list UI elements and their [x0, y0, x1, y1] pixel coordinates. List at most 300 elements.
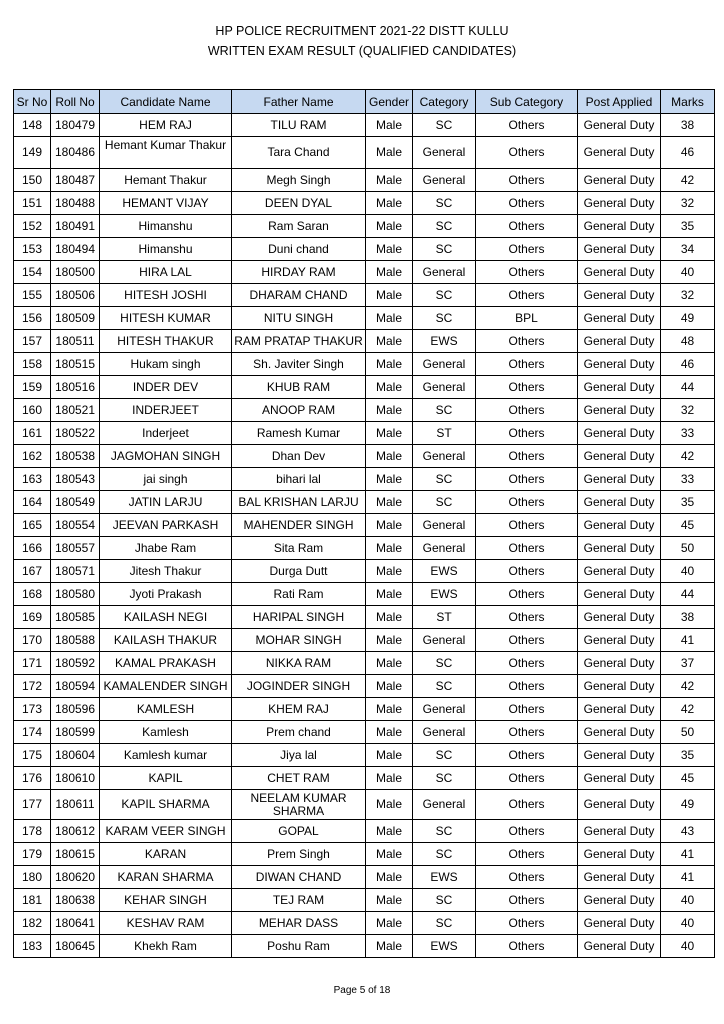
- cell-candidate-name: Inderjeet: [100, 422, 232, 445]
- table-row: [14, 330, 715, 353]
- cell-marks: 37: [661, 652, 715, 675]
- cell-post-applied: General Duty: [578, 721, 661, 744]
- cell-roll-no: 180486: [51, 137, 100, 169]
- cell-gender: Male: [366, 721, 413, 744]
- cell-sub-category: Others: [476, 744, 578, 767]
- cell-gender: Male: [366, 935, 413, 958]
- cell-marks: 45: [661, 767, 715, 790]
- cell-sub-category: Others: [476, 514, 578, 537]
- cell-gender: Male: [366, 560, 413, 583]
- cell-category: General: [413, 376, 476, 399]
- cell-father-name: BAL KRISHAN LARJU: [232, 491, 366, 514]
- table-row: [14, 399, 715, 422]
- cell-sub-category: Others: [476, 261, 578, 284]
- cell-post-applied: General Duty: [578, 537, 661, 560]
- cell-father-name: NIKKA RAM: [232, 652, 366, 675]
- cell-candidate-name: Hemant Thakur: [100, 169, 232, 192]
- cell-category: ST: [413, 606, 476, 629]
- cell-sub-category: Others: [476, 353, 578, 376]
- table-row: [14, 652, 715, 675]
- cell-marks: 42: [661, 675, 715, 698]
- cell-sub-category: Others: [476, 790, 578, 820]
- cell-candidate-name: jai singh: [100, 468, 232, 491]
- cell-post-applied: General Duty: [578, 767, 661, 790]
- cell-gender: Male: [366, 238, 413, 261]
- cell-father-name: Sita Ram: [232, 537, 366, 560]
- cell-marks: 40: [661, 889, 715, 912]
- cell-roll-no: 180612: [51, 820, 100, 843]
- cell-sub-category: Others: [476, 114, 578, 137]
- cell-sr-no: 161: [14, 422, 51, 445]
- cell-roll-no: 180543: [51, 468, 100, 491]
- cell-marks: 48: [661, 330, 715, 353]
- cell-father-name: Tara Chand: [232, 137, 366, 169]
- cell-sub-category: Others: [476, 912, 578, 935]
- cell-marks: 35: [661, 215, 715, 238]
- cell-post-applied: General Duty: [578, 675, 661, 698]
- cell-sr-no: 165: [14, 514, 51, 537]
- cell-gender: Male: [366, 445, 413, 468]
- cell-sr-no: 179: [14, 843, 51, 866]
- cell-sr-no: 154: [14, 261, 51, 284]
- table-row: [14, 192, 715, 215]
- cell-father-name: DEEN DYAL: [232, 192, 366, 215]
- cell-gender: Male: [366, 889, 413, 912]
- table-row: [14, 889, 715, 912]
- cell-sr-no: 181: [14, 889, 51, 912]
- cell-category: EWS: [413, 330, 476, 353]
- cell-sr-no: 163: [14, 468, 51, 491]
- cell-father-name: Sh. Javiter Singh: [232, 353, 366, 376]
- cell-category: General: [413, 137, 476, 169]
- cell-candidate-name: KARAN: [100, 843, 232, 866]
- cell-roll-no: 180511: [51, 330, 100, 353]
- cell-gender: Male: [366, 330, 413, 353]
- cell-sub-category: Others: [476, 192, 578, 215]
- cell-sr-no: 170: [14, 629, 51, 652]
- cell-category: SC: [413, 307, 476, 330]
- cell-father-name: TILU RAM: [232, 114, 366, 137]
- cell-father-name: MEHAR DASS: [232, 912, 366, 935]
- cell-marks: 45: [661, 514, 715, 537]
- document-subtitle: WRITTEN EXAM RESULT (QUALIFIED CANDIDATES): [207, 44, 517, 58]
- cell-sub-category: Others: [476, 215, 578, 238]
- cell-marks: 41: [661, 866, 715, 889]
- cell-roll-no: 180509: [51, 307, 100, 330]
- cell-category: SC: [413, 820, 476, 843]
- cell-father-name: KHUB RAM: [232, 376, 366, 399]
- cell-candidate-name: Hemant Kumar Thakur: [100, 137, 232, 169]
- table-row: [14, 215, 715, 238]
- table-row: [14, 261, 715, 284]
- table-row: [14, 583, 715, 606]
- cell-category: General: [413, 514, 476, 537]
- cell-father-name: ANOOP RAM: [232, 399, 366, 422]
- cell-marks: 49: [661, 307, 715, 330]
- cell-roll-no: 180549: [51, 491, 100, 514]
- cell-marks: 43: [661, 820, 715, 843]
- cell-sr-no: 169: [14, 606, 51, 629]
- cell-father-name: RAM PRATAP THAKUR: [232, 330, 366, 353]
- cell-category: General: [413, 629, 476, 652]
- cell-marks: 49: [661, 790, 715, 820]
- cell-gender: Male: [366, 629, 413, 652]
- cell-category: General: [413, 261, 476, 284]
- cell-sr-no: 182: [14, 912, 51, 935]
- cell-post-applied: General Duty: [578, 192, 661, 215]
- cell-sub-category: Others: [476, 606, 578, 629]
- cell-roll-no: 180516: [51, 376, 100, 399]
- cell-gender: Male: [366, 912, 413, 935]
- cell-marks: 40: [661, 935, 715, 958]
- cell-category: SC: [413, 468, 476, 491]
- table-row: [14, 698, 715, 721]
- cell-candidate-name: Hukam singh: [100, 353, 232, 376]
- table-row: [14, 820, 715, 843]
- cell-sr-no: 171: [14, 652, 51, 675]
- cell-gender: Male: [366, 137, 413, 169]
- cell-marks: 42: [661, 169, 715, 192]
- cell-candidate-name: KAPIL: [100, 767, 232, 790]
- cell-sub-category: Others: [476, 721, 578, 744]
- column-header-roll-no: Roll No: [51, 90, 100, 114]
- table-row: [14, 468, 715, 491]
- cell-post-applied: General Duty: [578, 353, 661, 376]
- cell-sub-category: Others: [476, 445, 578, 468]
- cell-candidate-name: INDER DEV: [100, 376, 232, 399]
- cell-father-name: Ram Saran: [232, 215, 366, 238]
- table-row: [14, 767, 715, 790]
- cell-roll-no: 180596: [51, 698, 100, 721]
- cell-post-applied: General Duty: [578, 238, 661, 261]
- column-header-sr-no: Sr No: [14, 90, 51, 114]
- cell-sr-no: 158: [14, 353, 51, 376]
- results-table: [13, 89, 715, 958]
- cell-sr-no: 162: [14, 445, 51, 468]
- cell-sub-category: Others: [476, 422, 578, 445]
- table-row: [14, 137, 715, 169]
- cell-candidate-name: Khekh Ram: [100, 935, 232, 958]
- cell-sub-category: Others: [476, 560, 578, 583]
- cell-gender: Male: [366, 399, 413, 422]
- cell-sub-category: Others: [476, 935, 578, 958]
- cell-post-applied: General Duty: [578, 790, 661, 820]
- cell-candidate-name: JATIN LARJU: [100, 491, 232, 514]
- cell-roll-no: 180488: [51, 192, 100, 215]
- cell-gender: Male: [366, 353, 413, 376]
- cell-post-applied: General Duty: [578, 468, 661, 491]
- cell-sub-category: BPL: [476, 307, 578, 330]
- cell-candidate-name: KESHAV RAM: [100, 912, 232, 935]
- table-row: [14, 491, 715, 514]
- cell-marks: 44: [661, 376, 715, 399]
- cell-post-applied: General Duty: [578, 866, 661, 889]
- cell-roll-no: 180592: [51, 652, 100, 675]
- cell-roll-no: 180538: [51, 445, 100, 468]
- cell-sr-no: 155: [14, 284, 51, 307]
- cell-sub-category: Others: [476, 284, 578, 307]
- cell-sub-category: Others: [476, 137, 578, 169]
- cell-category: SC: [413, 912, 476, 935]
- cell-marks: 33: [661, 468, 715, 491]
- cell-category: SC: [413, 192, 476, 215]
- cell-father-name: MOHAR SINGH: [232, 629, 366, 652]
- cell-sub-category: Others: [476, 675, 578, 698]
- column-header-sub-category: Sub Category: [476, 90, 578, 114]
- cell-sub-category: Others: [476, 238, 578, 261]
- cell-sr-no: 148: [14, 114, 51, 137]
- cell-sr-no: 150: [14, 169, 51, 192]
- cell-category: General: [413, 790, 476, 820]
- cell-sub-category: Others: [476, 652, 578, 675]
- cell-category: General: [413, 698, 476, 721]
- cell-father-name: Dhan Dev: [232, 445, 366, 468]
- cell-sr-no: 149: [14, 137, 51, 169]
- cell-marks: 38: [661, 606, 715, 629]
- cell-category: SC: [413, 744, 476, 767]
- cell-gender: Male: [366, 698, 413, 721]
- table-row: [14, 284, 715, 307]
- cell-marks: 41: [661, 629, 715, 652]
- cell-father-name: TEJ RAM: [232, 889, 366, 912]
- cell-sr-no: 157: [14, 330, 51, 353]
- cell-father-name: Rati Ram: [232, 583, 366, 606]
- cell-category: General: [413, 721, 476, 744]
- cell-father-name: DHARAM CHAND: [232, 284, 366, 307]
- cell-marks: 32: [661, 284, 715, 307]
- cell-candidate-name: HITESH THAKUR: [100, 330, 232, 353]
- cell-roll-no: 180500: [51, 261, 100, 284]
- table-row: [14, 866, 715, 889]
- cell-roll-no: 180585: [51, 606, 100, 629]
- cell-candidate-name: KAMAL PRAKASH: [100, 652, 232, 675]
- cell-post-applied: General Duty: [578, 606, 661, 629]
- cell-sub-category: Others: [476, 629, 578, 652]
- table-row: [14, 114, 715, 137]
- cell-sub-category: Others: [476, 376, 578, 399]
- cell-category: SC: [413, 889, 476, 912]
- cell-gender: Male: [366, 652, 413, 675]
- table-row: [14, 675, 715, 698]
- cell-marks: 44: [661, 583, 715, 606]
- cell-post-applied: General Duty: [578, 744, 661, 767]
- cell-post-applied: General Duty: [578, 935, 661, 958]
- cell-gender: Male: [366, 820, 413, 843]
- table-row: [14, 912, 715, 935]
- cell-roll-no: 180588: [51, 629, 100, 652]
- cell-gender: Male: [366, 468, 413, 491]
- column-header-father-name: Father Name: [232, 90, 366, 114]
- table-row: [14, 843, 715, 866]
- cell-sub-category: Others: [476, 698, 578, 721]
- cell-sr-no: 176: [14, 767, 51, 790]
- cell-category: SC: [413, 238, 476, 261]
- cell-marks: 42: [661, 698, 715, 721]
- table-row: [14, 445, 715, 468]
- cell-roll-no: 180506: [51, 284, 100, 307]
- document-title: HP POLICE RECRUITMENT 2021-22 DISTT KULLU: [215, 24, 509, 38]
- cell-roll-no: 180522: [51, 422, 100, 445]
- cell-candidate-name: KAMALENDER SINGH: [100, 675, 232, 698]
- cell-candidate-name: HEMANT VIJAY: [100, 192, 232, 215]
- cell-sub-category: Others: [476, 843, 578, 866]
- cell-category: SC: [413, 399, 476, 422]
- cell-category: General: [413, 353, 476, 376]
- cell-father-name: Ramesh Kumar: [232, 422, 366, 445]
- cell-gender: Male: [366, 192, 413, 215]
- cell-sub-category: Others: [476, 767, 578, 790]
- cell-post-applied: General Duty: [578, 843, 661, 866]
- cell-marks: 40: [661, 912, 715, 935]
- cell-father-name: HIRDAY RAM: [232, 261, 366, 284]
- cell-marks: 46: [661, 137, 715, 169]
- cell-category: SC: [413, 215, 476, 238]
- cell-roll-no: 180638: [51, 889, 100, 912]
- cell-candidate-name: KAILASH THAKUR: [100, 629, 232, 652]
- cell-father-name: HARIPAL SINGH: [232, 606, 366, 629]
- cell-post-applied: General Duty: [578, 889, 661, 912]
- cell-roll-no: 180557: [51, 537, 100, 560]
- cell-gender: Male: [366, 422, 413, 445]
- cell-father-name: Prem Singh: [232, 843, 366, 866]
- table-header-row: [14, 90, 715, 114]
- cell-candidate-name: Jyoti Prakash: [100, 583, 232, 606]
- cell-gender: Male: [366, 866, 413, 889]
- cell-candidate-name: KARAN SHARMA: [100, 866, 232, 889]
- cell-category: EWS: [413, 583, 476, 606]
- cell-gender: Male: [366, 606, 413, 629]
- cell-post-applied: General Duty: [578, 583, 661, 606]
- cell-post-applied: General Duty: [578, 284, 661, 307]
- cell-post-applied: General Duty: [578, 376, 661, 399]
- table-row: [14, 629, 715, 652]
- cell-father-name: GOPAL: [232, 820, 366, 843]
- cell-sr-no: 173: [14, 698, 51, 721]
- cell-roll-no: 180620: [51, 866, 100, 889]
- cell-roll-no: 180610: [51, 767, 100, 790]
- cell-marks: 34: [661, 238, 715, 261]
- cell-candidate-name: KAPIL SHARMA: [100, 790, 232, 820]
- cell-candidate-name: JEEVAN PARKASH: [100, 514, 232, 537]
- cell-post-applied: General Duty: [578, 698, 661, 721]
- cell-candidate-name: HIRA LAL: [100, 261, 232, 284]
- table-row: [14, 422, 715, 445]
- cell-post-applied: General Duty: [578, 307, 661, 330]
- cell-gender: Male: [366, 169, 413, 192]
- cell-gender: Male: [366, 307, 413, 330]
- cell-sr-no: 174: [14, 721, 51, 744]
- cell-post-applied: General Duty: [578, 912, 661, 935]
- cell-gender: Male: [366, 790, 413, 820]
- cell-sr-no: 152: [14, 215, 51, 238]
- cell-candidate-name: KEHAR SINGH: [100, 889, 232, 912]
- cell-category: SC: [413, 652, 476, 675]
- cell-post-applied: General Duty: [578, 652, 661, 675]
- cell-gender: Male: [366, 537, 413, 560]
- cell-sr-no: 153: [14, 238, 51, 261]
- cell-sub-category: Others: [476, 537, 578, 560]
- cell-candidate-name: INDERJEET: [100, 399, 232, 422]
- cell-sr-no: 175: [14, 744, 51, 767]
- cell-candidate-name: Himanshu: [100, 215, 232, 238]
- cell-candidate-name: HITESH JOSHI: [100, 284, 232, 307]
- table-row: [14, 560, 715, 583]
- cell-post-applied: General Duty: [578, 261, 661, 284]
- cell-candidate-name: Kamlesh kumar: [100, 744, 232, 767]
- table-row: [14, 935, 715, 958]
- cell-marks: 42: [661, 445, 715, 468]
- cell-category: SC: [413, 767, 476, 790]
- cell-father-name: Duni chand: [232, 238, 366, 261]
- cell-candidate-name: KARAM VEER SINGH: [100, 820, 232, 843]
- cell-marks: 41: [661, 843, 715, 866]
- table-row: [14, 169, 715, 192]
- cell-post-applied: General Duty: [578, 330, 661, 353]
- cell-gender: Male: [366, 376, 413, 399]
- cell-marks: 50: [661, 537, 715, 560]
- table-row: [14, 744, 715, 767]
- table-row: [14, 353, 715, 376]
- cell-post-applied: General Duty: [578, 422, 661, 445]
- table-body: [14, 114, 715, 958]
- cell-father-name: JOGINDER SINGH: [232, 675, 366, 698]
- cell-roll-no: 180491: [51, 215, 100, 238]
- cell-post-applied: General Duty: [578, 137, 661, 169]
- cell-roll-no: 180641: [51, 912, 100, 935]
- cell-roll-no: 180479: [51, 114, 100, 137]
- cell-sr-no: 168: [14, 583, 51, 606]
- column-header-gender: Gender: [366, 90, 413, 114]
- cell-candidate-name: JAGMOHAN SINGH: [100, 445, 232, 468]
- cell-sub-category: Others: [476, 583, 578, 606]
- cell-category: SC: [413, 114, 476, 137]
- cell-sr-no: 177: [14, 790, 51, 820]
- table-row: [14, 376, 715, 399]
- cell-father-name: Durga Dutt: [232, 560, 366, 583]
- cell-gender: Male: [366, 675, 413, 698]
- cell-sub-category: Others: [476, 468, 578, 491]
- cell-sub-category: Others: [476, 491, 578, 514]
- cell-candidate-name: KAMLESH: [100, 698, 232, 721]
- cell-sr-no: 156: [14, 307, 51, 330]
- cell-sr-no: 172: [14, 675, 51, 698]
- column-header-post-applied: Post Applied: [578, 90, 661, 114]
- cell-sr-no: 180: [14, 866, 51, 889]
- cell-candidate-name: Himanshu: [100, 238, 232, 261]
- cell-sr-no: 164: [14, 491, 51, 514]
- cell-roll-no: 180599: [51, 721, 100, 744]
- table-row: [14, 238, 715, 261]
- cell-sub-category: Others: [476, 866, 578, 889]
- column-header-marks: Marks: [661, 90, 715, 114]
- cell-marks: 46: [661, 353, 715, 376]
- cell-sr-no: 167: [14, 560, 51, 583]
- cell-candidate-name: Jhabe Ram: [100, 537, 232, 560]
- cell-roll-no: 180554: [51, 514, 100, 537]
- cell-category: SC: [413, 284, 476, 307]
- cell-post-applied: General Duty: [578, 114, 661, 137]
- cell-father-name: NEELAM KUMAR SHARMA: [232, 790, 366, 820]
- cell-category: EWS: [413, 560, 476, 583]
- cell-gender: Male: [366, 843, 413, 866]
- cell-roll-no: 180515: [51, 353, 100, 376]
- cell-gender: Male: [366, 261, 413, 284]
- cell-category: SC: [413, 843, 476, 866]
- cell-father-name: CHET RAM: [232, 767, 366, 790]
- cell-father-name: NITU SINGH: [232, 307, 366, 330]
- cell-gender: Male: [366, 284, 413, 307]
- cell-sr-no: 166: [14, 537, 51, 560]
